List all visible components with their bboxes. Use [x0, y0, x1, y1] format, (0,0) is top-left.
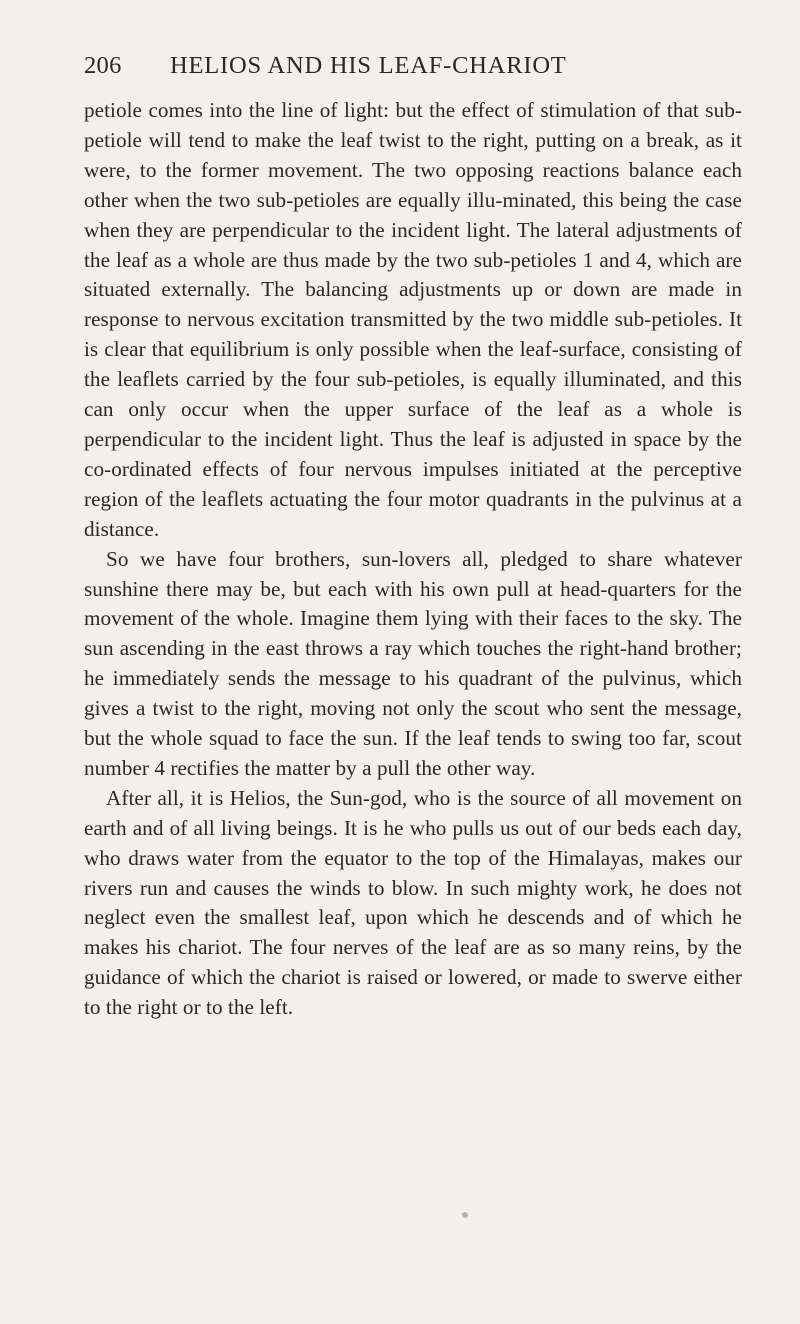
running-head	[84, 52, 742, 96]
paragraph-1: petiole comes into the line of light: but the effect of stimulation of that sub-petiole will tend to make the leaf twist to the right, putting on a break, as it were, to the former movement. The two opposing reactions balance each other when the two sub-petioles are equally illu-minated, this being the case when they are perpendicular to the incident light. The lateral adjustments of the leaf as a whole are thus made by the two sub-petioles 1 and 4, which are situated externally. The balancing adjustments up or down are made in response to nervous excitation transmitted by the two middle sub-petioles. It is clear that equilibrium is only possible when the leaf-surface, consisting of the leaflets carried by the four sub-petioles, is equally illuminated, and this can only occur when the upper surface of the leaf as a whole is perpendicular to the incident light. Thus the leaf is adjusted in space by the co-ordinated effects of four nervous impulses initiated at the perceptive region of the leaflets actuating the four motor quadrants in the pulvinus at a distance.	[84, 98, 742, 541]
page-number: 206	[84, 52, 122, 79]
print-speck	[462, 1212, 468, 1218]
paragraph-2: So we have four brothers, sun-lovers all, pledged to share whatever sunshine there may be, but each with his own pull at head-quarters for the movement of the whole. Imagine them lying with their faces to the sky. The sun ascending in the east throws a ray which touches the right-hand brother; he immediately sends the message to his quadrant of the pulvinus, which gives a twist to the right, moving not only the scout who sent the message, but the whole squad to face the sun. If the leaf tends to swing too far, scout number 4 rectifies the matter by a pull the other way.	[84, 546, 742, 780]
book-page	[84, 52, 742, 1023]
body-text	[84, 96, 742, 1023]
paragraph-3: After all, it is Helios, the Sun-god, who is the source of all movement on earth and of all living beings. It is he who pulls us out of our beds each day, who draws water from the equator to the top of the Himalayas, makes our rivers run and causes the winds to blow. In such mighty work, he does not neglect even the smallest leaf, upon which he descends and of which he makes his chariot. The four nerves of the leaf are as so many reins, by the guidance of which the chariot is raised or lowered, or made to swerve either to the right or to the left.	[84, 785, 742, 1020]
running-title: HELIOS AND HIS LEAF-CHARIOT	[170, 52, 567, 79]
